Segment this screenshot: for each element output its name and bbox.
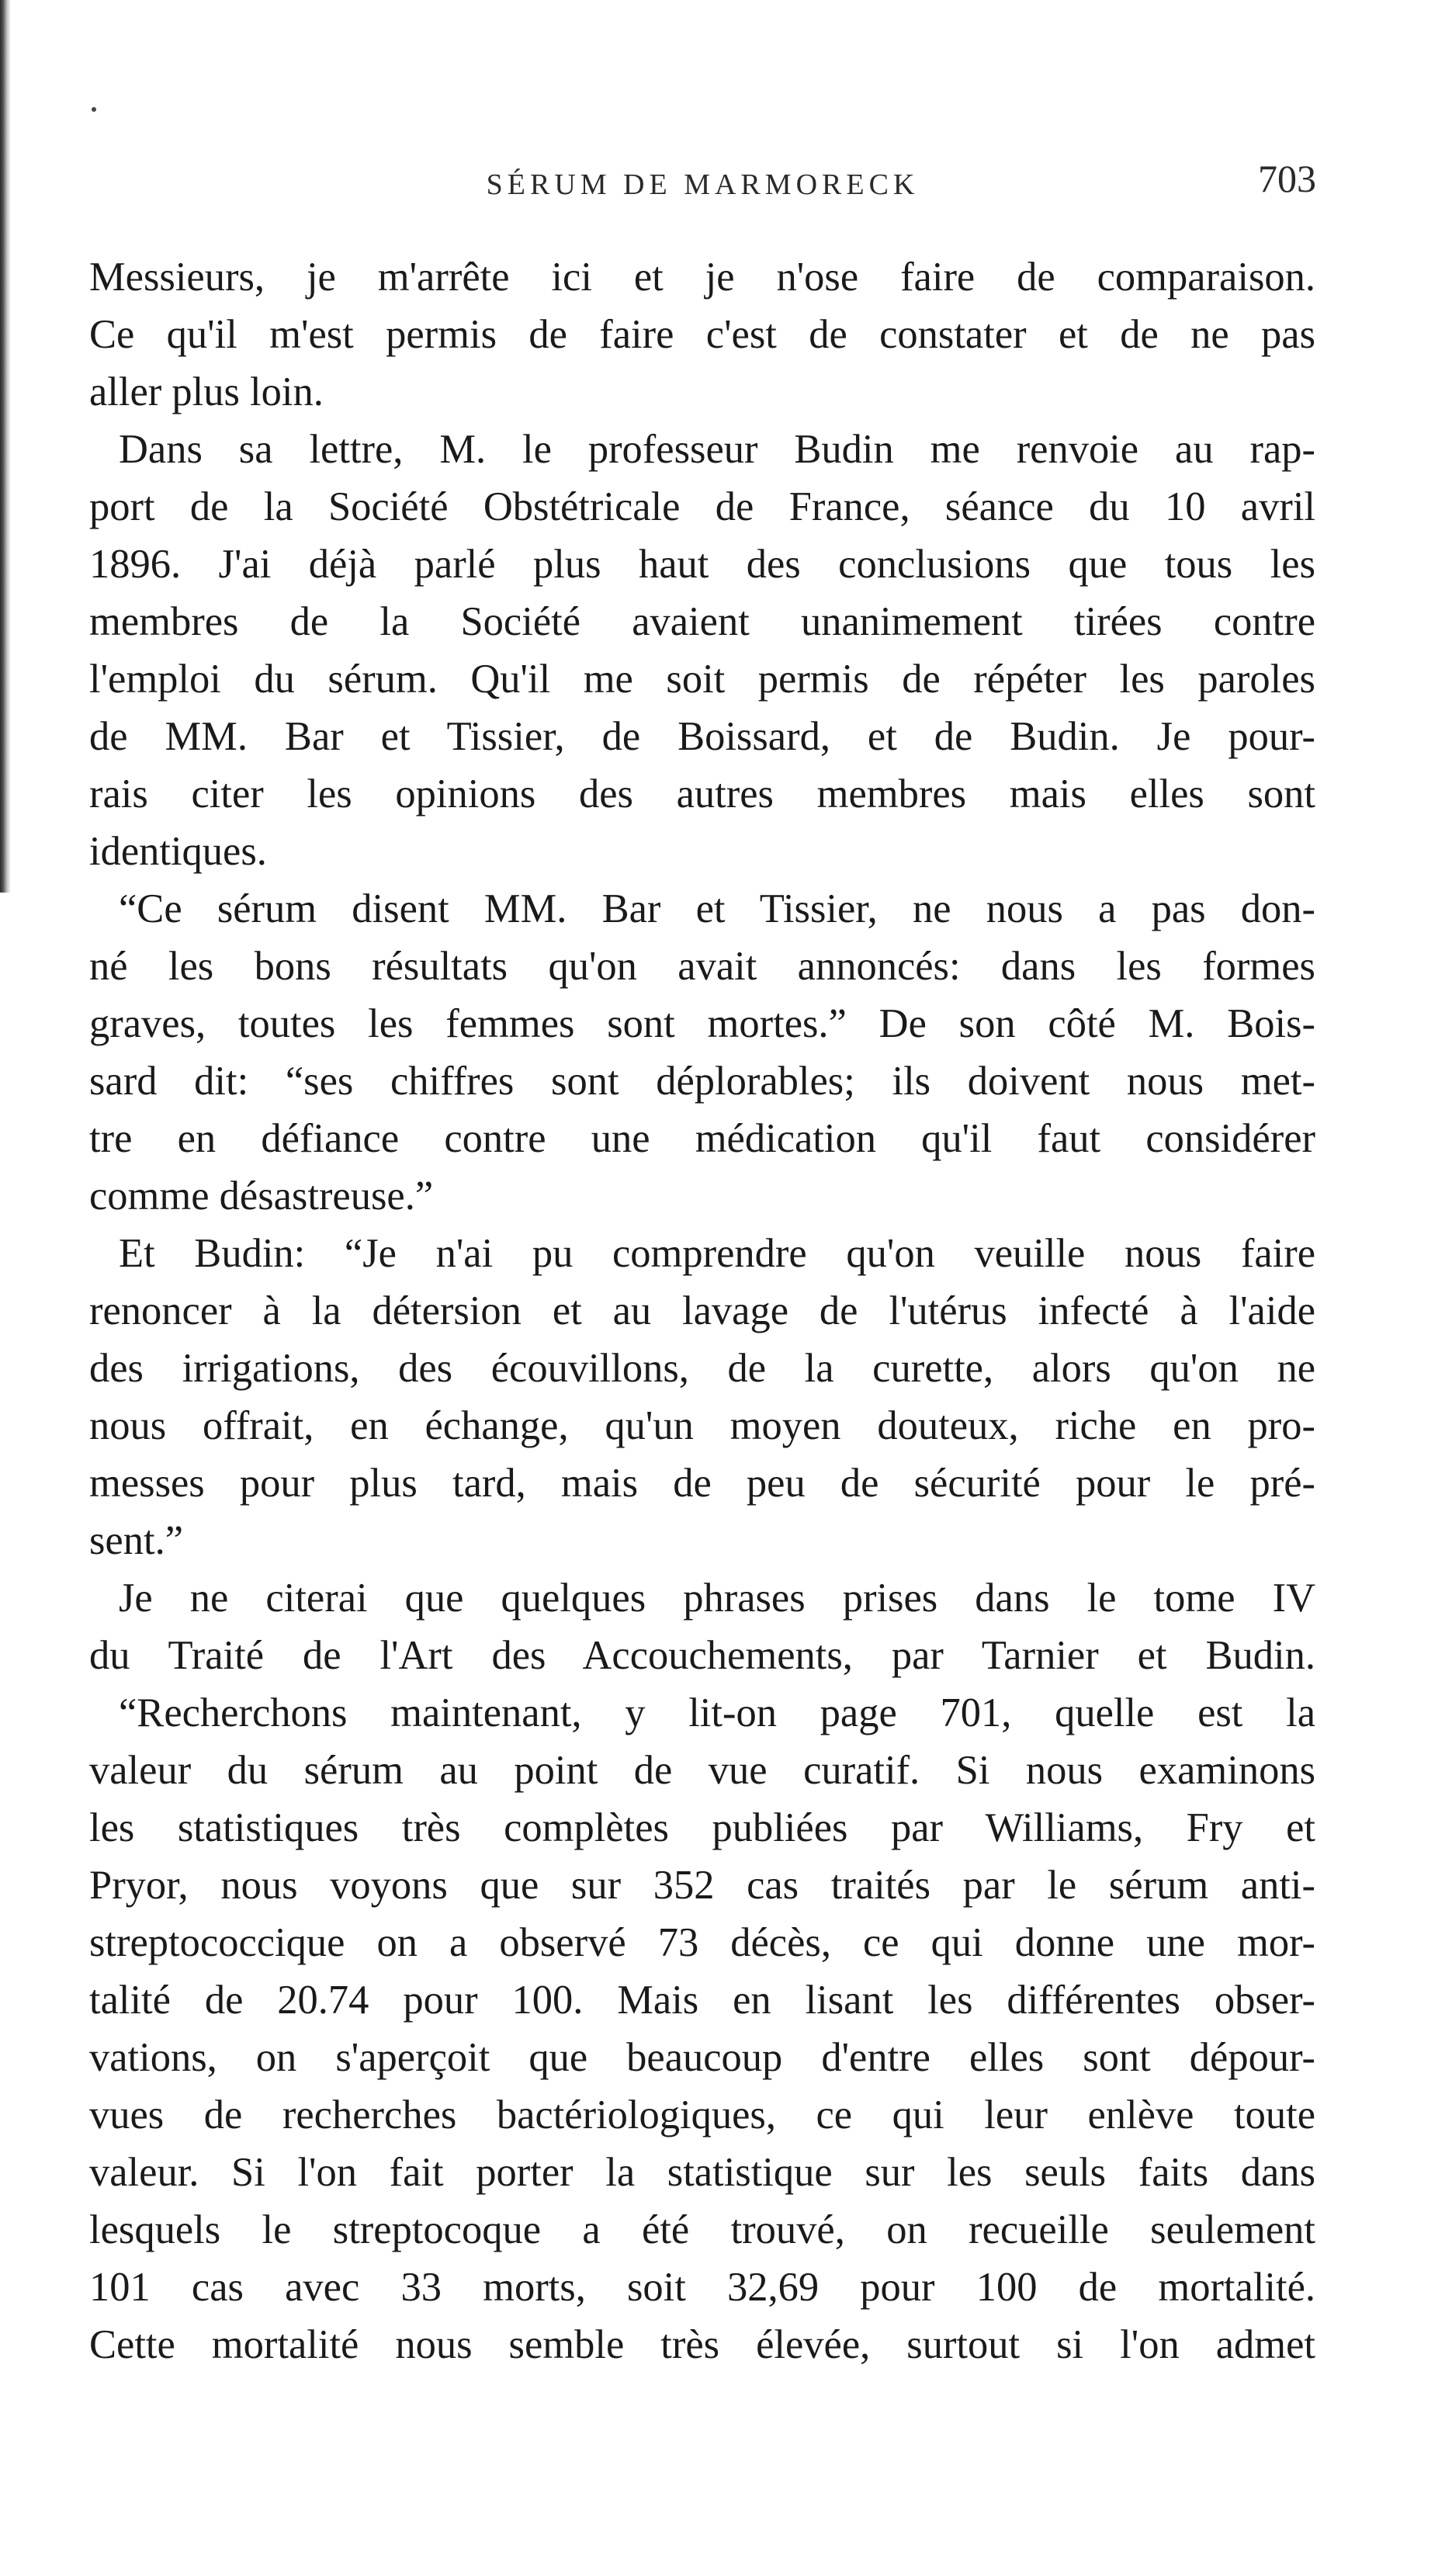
text-line: membres de la Société avaient unanimement tirées contre [89, 599, 1315, 644]
text-line: rais citer les opinions des autres membres mais elles sont [89, 771, 1315, 816]
text-line: messes pour plus tard, mais de peu de sécurité pour le pré- [89, 1461, 1315, 1506]
text-line: tre en défiance contre une médication qu'il faut considérer [89, 1116, 1315, 1161]
text-line: Je ne citerai que quelques phrases prises dans le tome IV [119, 1576, 1315, 1621]
text-line: “Ce sérum disent MM. Bar et Tissier, ne nous a pas don- [119, 886, 1315, 931]
text-line: nous offrait, en échange, qu'un moyen douteux, riche en pro- [89, 1403, 1315, 1448]
text-line: Dans sa lettre, M. le professeur Budin me renvoie au rap- [119, 427, 1315, 472]
text-line: 1896. J'ai déjà parlé plus haut des conclusions que tous les [89, 542, 1315, 587]
text-line: vues de recherches bactériologiques, ce qui leur enlève toute [89, 2092, 1315, 2137]
text-line: Et Budin: “Je n'ai pu comprendre qu'on veuille nous faire [119, 1231, 1315, 1276]
page-number: 703 [1258, 157, 1316, 200]
scan-speck [92, 107, 96, 112]
text-line: talité de 20.74 pour 100. Mais en lisant les différentes obser- [89, 1978, 1315, 2023]
text-line: sent.” [89, 1518, 183, 1563]
body-text [89, 248, 1315, 2373]
scan-edge-shadow [0, 0, 11, 893]
text-line: Messieurs, je m'arrête ici et je n'ose faire de comparaison. [89, 255, 1315, 300]
text-line: streptococcique on a observé 73 décès, ce qui donne une mor- [89, 1920, 1315, 1965]
text-line: sard dit: “ses chiffres sont déplorables; ils doivent nous met- [89, 1059, 1315, 1104]
text-line: les statistiques très complètes publiées par Williams, Fry et [89, 1805, 1315, 1850]
text-line: né les bons résultats qu'on avait annoncés: dans les formes [89, 944, 1315, 989]
text-line: port de la Société Obstétricale de France, séance du 10 avril [89, 484, 1315, 529]
text-line: “Recherchons maintenant, y lit-on page 701, quelle est la [119, 1690, 1315, 1735]
page-header [89, 157, 1316, 208]
text-line: renoncer à la détersion et au lavage de l'utérus infecté à l'aide [89, 1288, 1315, 1333]
text-line: 101 cas avec 33 morts, soit 32,69 pour 100 de mortalité. [89, 2265, 1315, 2310]
text-line: Cette mortalité nous semble très élevée, surtout si l'on admet [89, 2322, 1315, 2367]
text-line: vations, on s'aperçoit que beaucoup d'entre elles sont dépour- [89, 2035, 1315, 2080]
text-line: Pryor, nous voyons que sur 352 cas traités par le sérum anti- [89, 1863, 1315, 1908]
text-line: du Traité de l'Art des Accouchements, par Tarnier et Budin. [89, 1633, 1315, 1678]
text-line: valeur du sérum au point de vue curatif. Si nous examinons [89, 1748, 1315, 1793]
text-line: Ce qu'il m'est permis de faire c'est de constater et de ne pas [89, 312, 1315, 357]
text-line: lesquels le streptocoque a été trouvé, on recueille seulement [89, 2207, 1315, 2252]
text-line: valeur. Si l'on fait porter la statistique sur les seuls faits dans [89, 2150, 1315, 2195]
text-line: identiques. [89, 829, 267, 874]
text-line: comme désastreuse.” [89, 1174, 434, 1219]
text-line: aller plus loin. [89, 369, 324, 414]
running-title: SÉRUM DE MARMORECK [486, 168, 920, 201]
text-line: l'emploi du sérum. Qu'il me soit permis de répéter les paroles [89, 657, 1315, 702]
text-line: graves, toutes les femmes sont mortes.” De son côté M. Bois- [89, 1001, 1315, 1046]
text-line: des irrigations, des écouvillons, de la curette, alors qu'on ne [89, 1346, 1315, 1391]
text-line: de MM. Bar et Tissier, de Boissard, et de Budin. Je pour- [89, 714, 1315, 759]
